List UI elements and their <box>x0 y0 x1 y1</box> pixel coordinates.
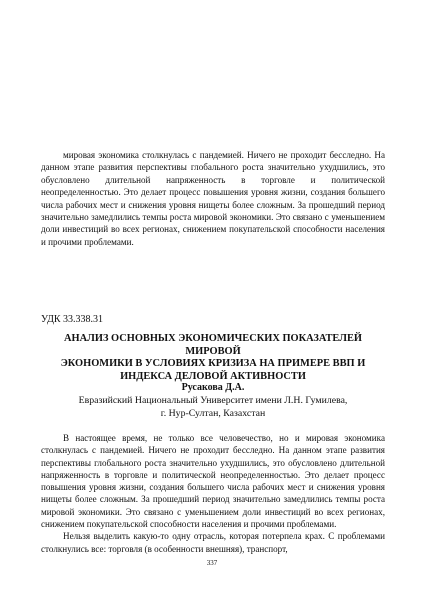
author-name: Русакова Д.А. <box>181 382 245 393</box>
body-paragraph: В настоящее время, не только все человечество, но и мировая экономика столкнулась с пандемией. Ничего не проходит бесследно. На данном этапе развития перспективы глобального роста значительно ухудшились, это обусловлено длительной напряженность в торговле и политической неопределенностью. Это делает процесс повышения уровня жизни, создания большего числа рабочих мест и снижения уровня нищеты более сложным. За прошедший период значительно замедлились темпы роста мировой экономики. Это связано с уменьшением доли инвестиций во всех регионах, снижением покупательской способности населения и прочими проблемами. <box>41 433 385 530</box>
author-location: г. Нур-Султан, Казахстан <box>160 408 266 419</box>
article-body <box>41 432 385 555</box>
author-affiliation: Евразийский Национальный Университет имени Л.Н. Гумилева, <box>78 395 348 406</box>
title-line: АНАЛИЗ ОСНОВНЫХ ЭКОНОМИЧЕСКИХ ПОКАЗАТЕЛЕЙ МИРОВОЙ <box>64 333 362 357</box>
body-paragraph: Нельзя выделить какую-то одну отрасль, которая потерпела крах. С проблемами столкнулись все: торговля (в особенности внешняя), транспорт, <box>41 531 385 554</box>
article-title <box>41 333 385 383</box>
intro-paragraph: мировая экономика столкнулась с пандемией. Ничего не проходит бесследно. На данном этапе развития перспективы глобального роста значительно ухудшились, это обусловлено длительной напряженность в торговле и политической неопределенностью. Это делает процесс повышения уровня жизни, создания большего числа рабочих мест и снижения уровня нищеты более сложным. За прошедший период значительно замедлились темпы роста мировой экономики. Это связано с уменьшением доли инвестиций во всех регионах, снижением покупательской способности населения и прочими проблемами. <box>41 150 385 247</box>
page-number: 337 <box>206 559 218 567</box>
title-line: ЭКОНОМИКИ В УСЛОВИЯХ КРИЗИЗА НА ПРИМЕРЕ ВВП И <box>60 358 366 370</box>
udk-code: УДК 33.338.31 <box>41 314 104 325</box>
title-line: ИНДЕКСА ДЕЛОВОЙ АКТИВНОСТИ <box>120 370 306 382</box>
author-block <box>41 381 385 420</box>
